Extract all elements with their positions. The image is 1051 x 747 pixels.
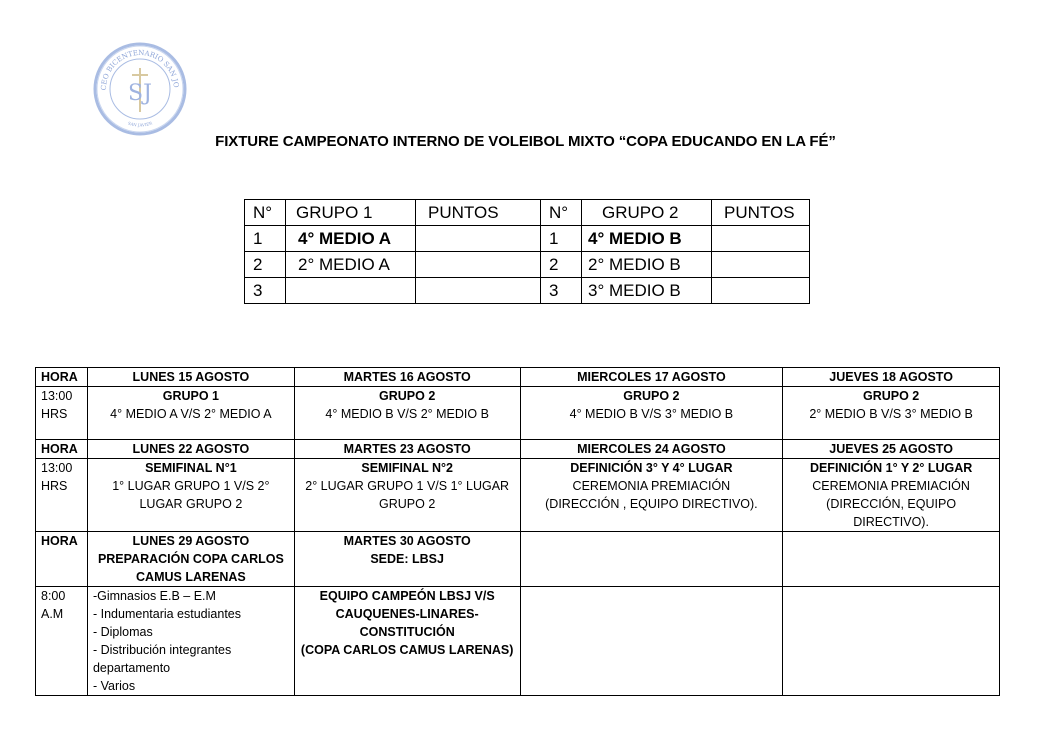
match-teams: 2° MEDIO B V/S 3° MEDIO B bbox=[809, 407, 973, 421]
time-unit: HRS bbox=[41, 407, 68, 421]
match-teams: 4° MEDIO B V/S 3° MEDIO B bbox=[569, 407, 734, 421]
cup-match-line: CAUQUENES-LINARES- bbox=[335, 607, 479, 621]
cup-match-line: CONSTITUCIÓN bbox=[359, 625, 455, 639]
day-header: MIERCOLES 17 AGOSTO bbox=[520, 368, 783, 387]
match-cell bbox=[783, 387, 1000, 440]
match-group: GRUPO 2 bbox=[623, 389, 680, 403]
match-detail: 2° LUGAR GRUPO 1 V/S 1° LUGAR bbox=[305, 479, 510, 493]
week2-header-row bbox=[36, 440, 1000, 459]
logo-bottom-text: SAN JAVIER bbox=[127, 120, 153, 128]
list-item: - Diplomas bbox=[92, 625, 153, 639]
day-subtitle: CAMUS LARENAS bbox=[136, 570, 246, 584]
groups-header-row bbox=[245, 200, 810, 226]
week1-header-row bbox=[36, 368, 1000, 387]
match-time bbox=[36, 387, 88, 440]
week2-matches-row bbox=[36, 459, 1000, 532]
day-header bbox=[294, 532, 520, 587]
match-time bbox=[36, 459, 88, 532]
group1-number: 3 bbox=[245, 278, 286, 304]
group1-team bbox=[286, 278, 416, 304]
cup-match-cell bbox=[294, 587, 520, 696]
group1-number: 2 bbox=[245, 252, 286, 278]
time-unit: A.M bbox=[41, 607, 64, 621]
logo-monogram: SJ bbox=[128, 81, 152, 106]
day-header bbox=[87, 532, 294, 587]
time-value: 8:00 bbox=[41, 589, 66, 603]
day-header: MARTES 16 AGOSTO bbox=[294, 368, 520, 387]
list-item: -Gimnasios E.B – E.M bbox=[92, 589, 216, 603]
day-header: MARTES 23 AGOSTO bbox=[294, 440, 520, 459]
match-group: GRUPO 1 bbox=[162, 389, 220, 403]
match-cell bbox=[87, 387, 294, 440]
list-item: - Distribución integrantes departamento bbox=[92, 643, 232, 675]
day-date: LUNES 29 AGOSTO bbox=[132, 534, 250, 548]
cup-match-line: (COPA CARLOS CAMUS LARENAS) bbox=[300, 643, 514, 657]
day-header: JUEVES 25 AGOSTO bbox=[783, 440, 1000, 459]
group1-points bbox=[416, 278, 541, 304]
group1-points bbox=[416, 252, 541, 278]
empty-cell bbox=[783, 587, 1000, 696]
match-detail: (DIRECCIÓN , EQUIPO DIRECTIVO). bbox=[545, 497, 758, 511]
group2-team: 4° MEDIO B bbox=[582, 226, 712, 252]
match-group: GRUPO 2 bbox=[379, 389, 436, 403]
match-time bbox=[36, 587, 88, 696]
week3-activities-row bbox=[36, 587, 1000, 696]
time-value: 13:00 bbox=[41, 389, 73, 403]
group2-number: 3 bbox=[541, 278, 582, 304]
empty-cell bbox=[783, 532, 1000, 587]
time-value: 13:00 bbox=[41, 461, 73, 475]
prep-list bbox=[87, 587, 294, 696]
group1-number: 1 bbox=[245, 226, 286, 252]
group2-number: 1 bbox=[541, 226, 582, 252]
page-title: FIXTURE CAMPEONATO INTERNO DE VOLEIBOL MIXTO “COPA EDUCANDO EN LA FÉ” bbox=[215, 133, 836, 150]
match-detail: GRUPO 2 bbox=[379, 497, 436, 511]
group2-points bbox=[712, 252, 810, 278]
match-stage: SEMIFINAL N°1 bbox=[145, 461, 237, 475]
week3-header-row bbox=[36, 532, 1000, 587]
day-header: LUNES 15 AGOSTO bbox=[87, 368, 294, 387]
header-group-1: GRUPO 1 bbox=[286, 200, 416, 226]
group2-team: 3° MEDIO B bbox=[582, 278, 712, 304]
match-cell bbox=[520, 387, 783, 440]
match-teams: 4° MEDIO A V/S 2° MEDIO A bbox=[110, 407, 272, 421]
header-group-2: GRUPO 2 bbox=[582, 200, 712, 226]
day-header: JUEVES 18 AGOSTO bbox=[783, 368, 1000, 387]
empty-cell bbox=[520, 532, 783, 587]
match-cell bbox=[520, 459, 783, 532]
match-group: GRUPO 2 bbox=[862, 389, 920, 403]
match-cell bbox=[87, 459, 294, 532]
hora-label: HORA bbox=[36, 440, 88, 459]
day-subtitle: PREPARACIÓN COPA CARLOS bbox=[97, 552, 284, 566]
day-date: MARTES 30 AGOSTO bbox=[343, 534, 471, 548]
match-teams: 4° MEDIO B V/S 2° MEDIO B bbox=[325, 407, 489, 421]
groups-table bbox=[244, 199, 810, 304]
header-points-2: PUNTOS bbox=[712, 200, 810, 226]
group1-points bbox=[416, 226, 541, 252]
group1-team: 2° MEDIO A bbox=[286, 252, 416, 278]
groups-row bbox=[245, 278, 810, 304]
match-detail: 1° LUGAR GRUPO 1 V/S 2° bbox=[112, 479, 270, 493]
list-item: - Varios bbox=[92, 679, 136, 693]
match-cell bbox=[783, 459, 1000, 532]
match-cell bbox=[294, 459, 520, 532]
match-stage: DEFINICIÓN 1° Y 2° LUGAR bbox=[809, 461, 973, 475]
group1-team: 4° MEDIO A bbox=[286, 226, 416, 252]
fixture-table bbox=[35, 367, 1000, 696]
logo-top-text: CEO BICENTENARIO SAN JO bbox=[99, 48, 181, 91]
match-cell bbox=[294, 387, 520, 440]
empty-cell bbox=[520, 587, 783, 696]
group2-points bbox=[712, 278, 810, 304]
group2-team: 2° MEDIO B bbox=[582, 252, 712, 278]
list-item: - Indumentaria estudiantes bbox=[92, 607, 241, 621]
match-stage: DEFINICIÓN 3° Y 4° LUGAR bbox=[570, 461, 733, 475]
header-num-1: N° bbox=[245, 200, 286, 226]
groups-row bbox=[245, 252, 810, 278]
hora-label: HORA bbox=[36, 532, 88, 587]
match-detail: CEREMONIA PREMIACIÓN bbox=[812, 479, 970, 493]
header-points-1: PUNTOS bbox=[416, 200, 541, 226]
group2-points bbox=[712, 226, 810, 252]
match-detail: LUGAR GRUPO 2 bbox=[139, 497, 243, 511]
time-unit: HRS bbox=[41, 479, 68, 493]
day-venue: SEDE: LBSJ bbox=[370, 552, 444, 566]
week1-matches-row bbox=[36, 387, 1000, 440]
match-detail: CEREMONIA PREMIACIÓN bbox=[572, 479, 731, 493]
day-header: LUNES 22 AGOSTO bbox=[87, 440, 294, 459]
groups-row bbox=[245, 226, 810, 252]
day-header: MIERCOLES 24 AGOSTO bbox=[520, 440, 783, 459]
hora-label: HORA bbox=[36, 368, 88, 387]
match-detail: (DIRECCIÓN, EQUIPO DIRECTIVO). bbox=[826, 497, 957, 529]
cup-match-line: EQUIPO CAMPEÓN LBSJ V/S bbox=[319, 589, 495, 603]
match-stage: SEMIFINAL N°2 bbox=[361, 461, 453, 475]
group2-number: 2 bbox=[541, 252, 582, 278]
school-logo bbox=[90, 42, 190, 136]
header-num-2: N° bbox=[541, 200, 582, 226]
